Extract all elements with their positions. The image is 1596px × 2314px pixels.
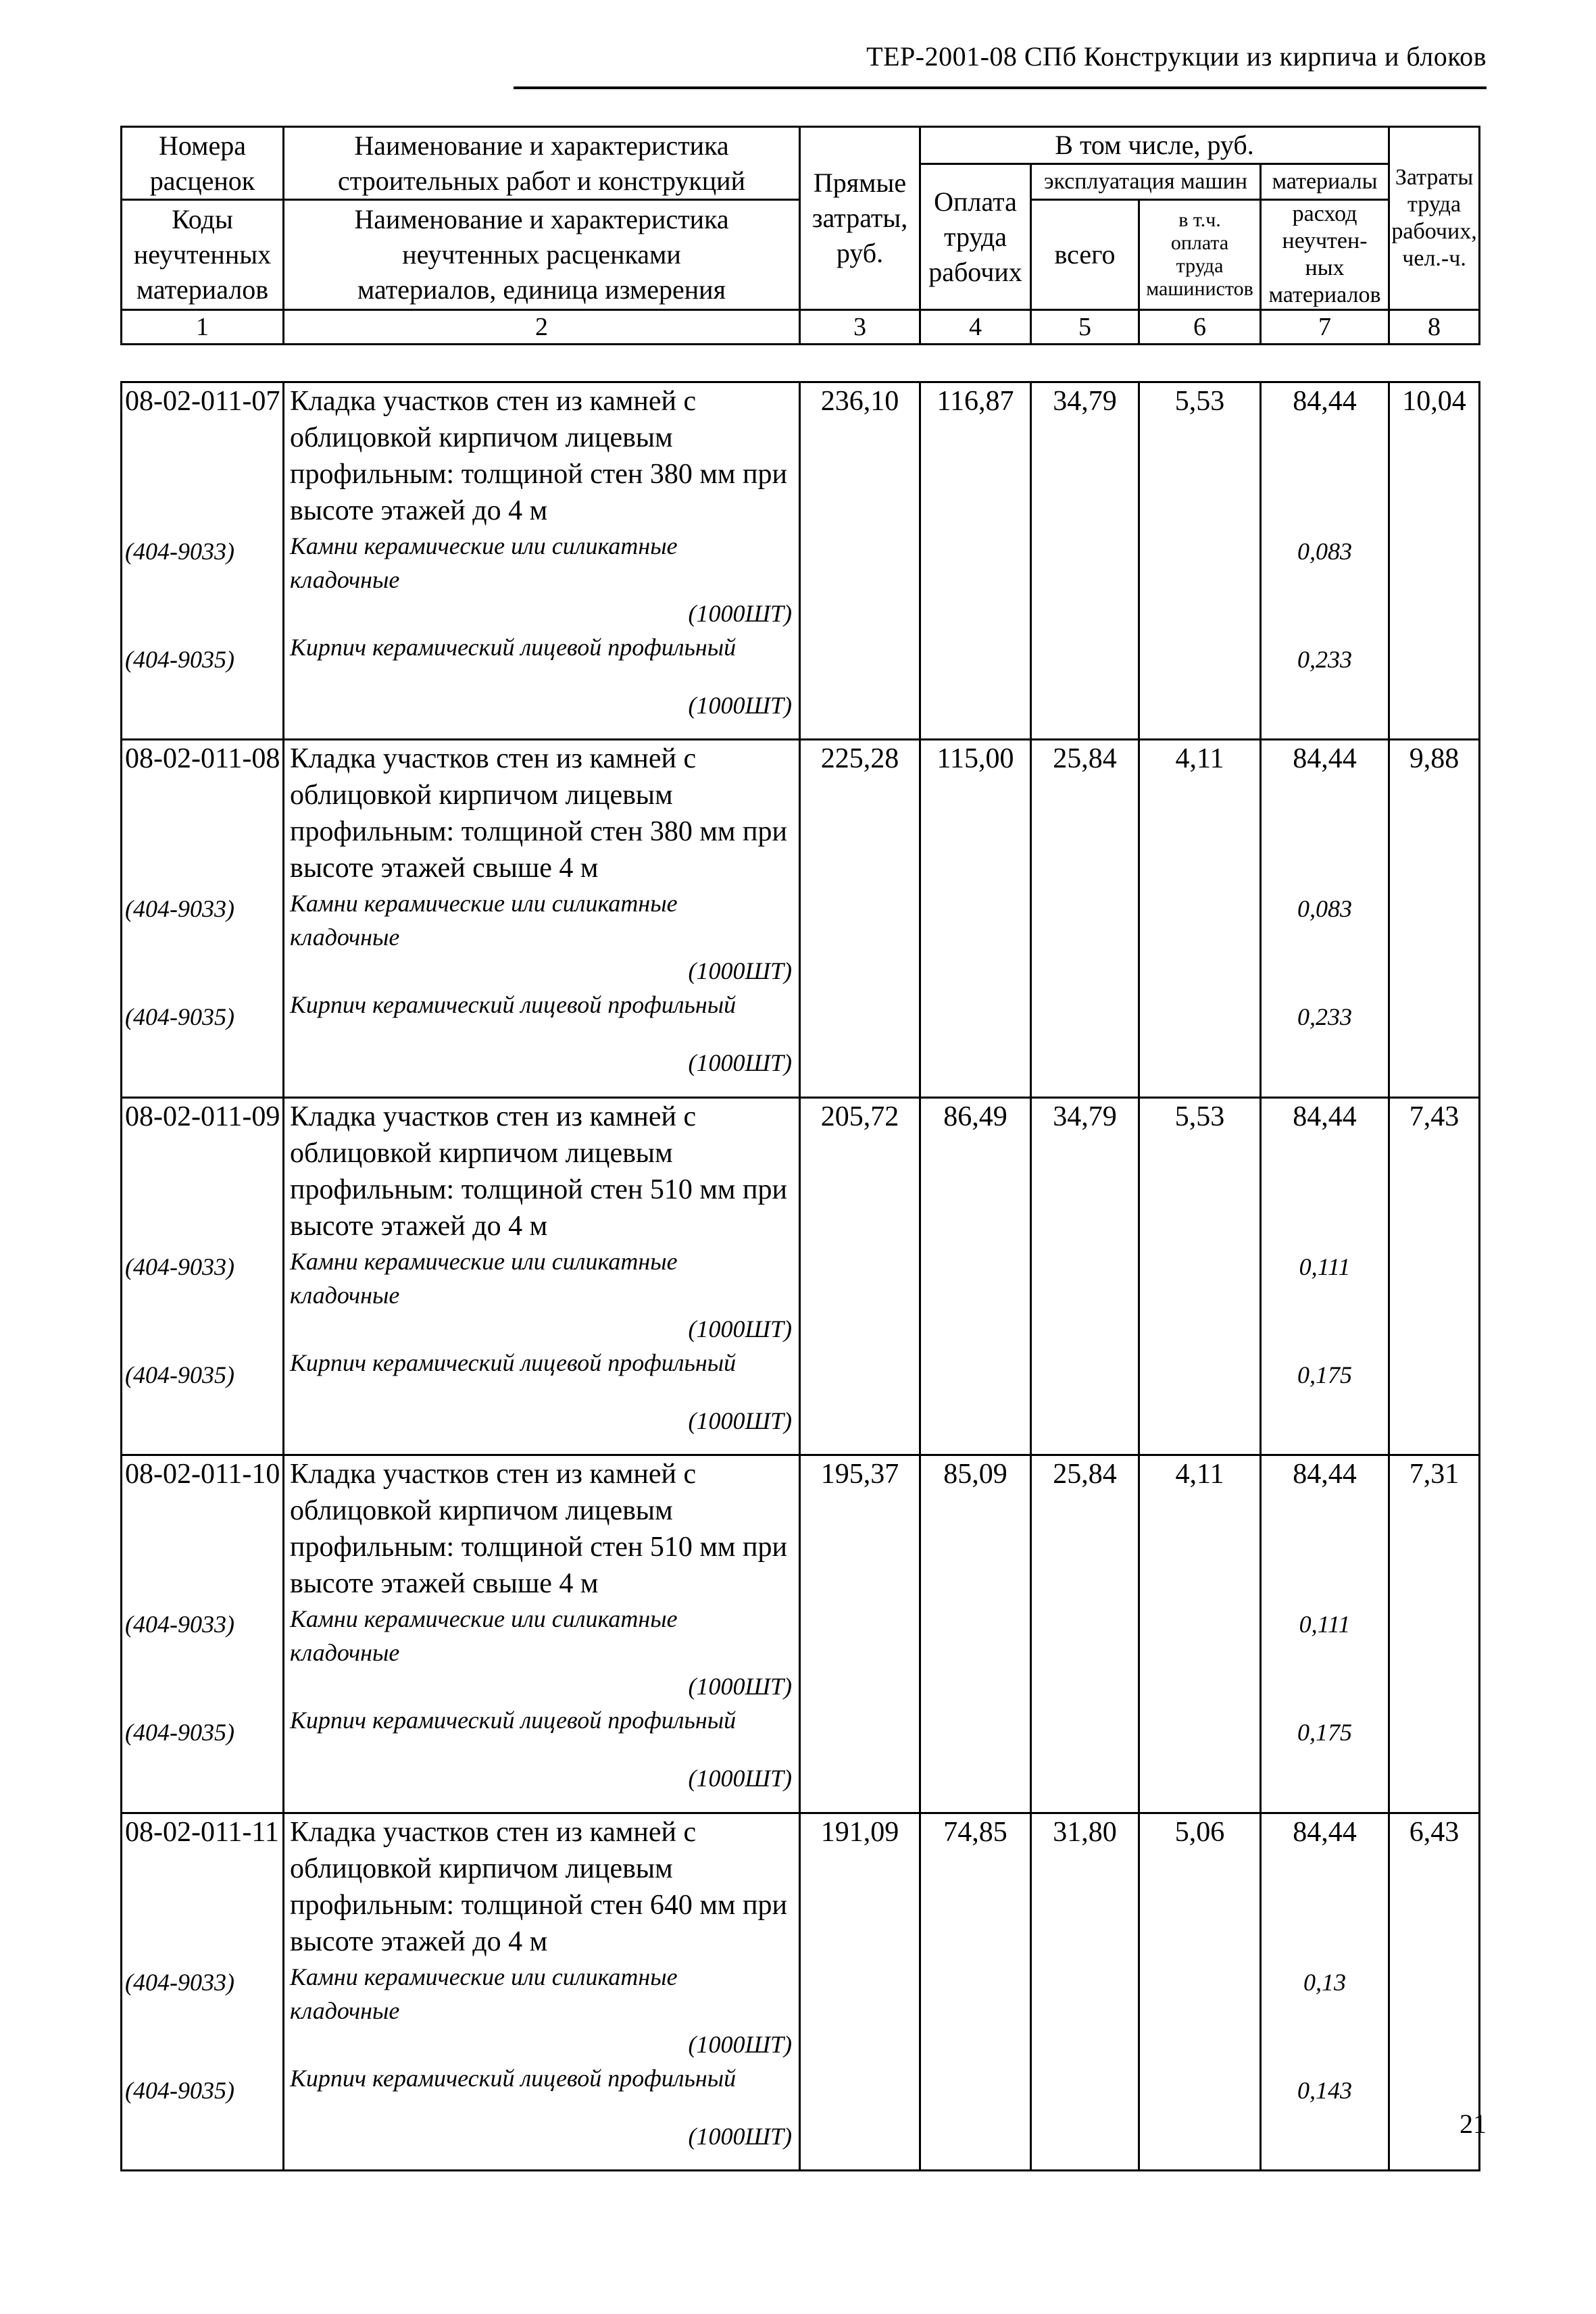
material-code: (404-9035) — [125, 1719, 234, 1746]
material-consumption: 0,233 — [1297, 1003, 1352, 1031]
material-consumption: 0,143 — [1297, 2076, 1352, 2104]
material-name: Кирпич керамический лицевой профильный — [290, 991, 737, 1019]
material-consumption: 0,175 — [1297, 1361, 1352, 1388]
material-unit: (1000ШТ) — [688, 600, 792, 627]
material-code: (404-9035) — [125, 2076, 234, 2104]
machinists-wages: 5,53 — [1139, 1097, 1261, 1455]
machinists-wages: 5,06 — [1139, 1813, 1261, 2170]
col8-header: Затраты труда рабочих, чел.-ч. — [1389, 127, 1480, 310]
material-consumption: 0,13 — [1303, 1968, 1346, 1996]
materials-header: материалы — [1261, 164, 1389, 200]
material-code: (404-9033) — [125, 1968, 234, 1996]
materials-cost: 84,44 — [1293, 743, 1357, 775]
labor-wages: 115,00 — [920, 740, 1031, 1097]
material-name: Камни керамические или силикатные — [290, 532, 678, 559]
col1-header-bottom: Коды неучтенных материалов — [122, 200, 284, 310]
table-row — [122, 740, 1480, 1097]
rate-description-cell — [284, 740, 800, 1097]
labor-hours: 9,88 — [1389, 740, 1480, 1097]
table-row — [122, 1455, 1480, 1813]
col-number: 8 — [1389, 310, 1480, 345]
material-name: кладочные — [290, 566, 400, 593]
work-name-line: высоте этажей до 4 м — [290, 495, 548, 526]
col1-header-top: Номера расценок — [122, 127, 284, 200]
col5-header: всего — [1031, 200, 1139, 310]
material-consumption: 0,111 — [1299, 1253, 1351, 1280]
work-name-line: Кладка участков стен из камней с — [290, 386, 697, 417]
page-number: 21 — [1460, 2109, 1487, 2139]
labor-wages: 85,09 — [920, 1455, 1031, 1813]
machines-total: 34,79 — [1031, 382, 1139, 740]
materials-cost: 84,44 — [1293, 1816, 1357, 1848]
rate-description-cell — [284, 382, 800, 740]
col3-header: Прямые затраты, руб. — [800, 127, 920, 310]
materials-cost: 84,44 — [1293, 386, 1357, 417]
labor-wages: 116,87 — [920, 382, 1031, 740]
table-row — [122, 1097, 1480, 1455]
rate-code-cell — [122, 382, 284, 740]
material-consumption: 0,083 — [1297, 538, 1352, 565]
work-name-line: Кладка участков стен из камней с — [290, 1459, 697, 1490]
material-name: кладочные — [290, 924, 400, 951]
work-name-line: облицовкой кирпичом лицевым — [290, 1853, 673, 1884]
work-name-line: облицовкой кирпичом лицевым — [290, 780, 673, 811]
material-unit: (1000ШТ) — [688, 1407, 792, 1434]
labor-hours: 6,43 — [1389, 1813, 1480, 2170]
rate-code: 08-02-011-09 — [125, 1101, 280, 1132]
material-unit: (1000ШТ) — [688, 957, 792, 985]
rate-description-cell — [284, 1813, 800, 2170]
table-row — [122, 382, 1480, 740]
rate-code: 08-02-011-10 — [125, 1459, 280, 1490]
work-name-line: профильным: толщиной стен 380 мм при — [290, 459, 787, 490]
col-number: 2 — [284, 310, 800, 345]
direct-costs: 205,72 — [800, 1097, 920, 1455]
col-number: 1 — [122, 310, 284, 345]
material-name: кладочные — [290, 1996, 400, 2024]
labor-wages: 74,85 — [920, 1813, 1031, 2170]
material-consumption: 0,083 — [1297, 895, 1352, 923]
material-consumption: 0,233 — [1297, 646, 1352, 673]
work-name-line: Кладка участков стен из камней с — [290, 1101, 697, 1132]
materials-cell — [1261, 1455, 1389, 1813]
rates-table — [120, 381, 1480, 2171]
rate-code-cell — [122, 740, 284, 1097]
labor-hours: 7,43 — [1389, 1097, 1480, 1455]
rate-code: 08-02-011-07 — [125, 386, 280, 417]
direct-costs: 195,37 — [800, 1455, 920, 1813]
work-name-line: облицовкой кирпичом лицевым — [290, 1137, 673, 1169]
labor-hours: 7,31 — [1389, 1455, 1480, 1813]
work-name-line: облицовкой кирпичом лицевым — [290, 1495, 673, 1527]
material-code: (404-9035) — [125, 646, 234, 673]
col-number: 6 — [1139, 310, 1261, 345]
materials-cell — [1261, 740, 1389, 1097]
material-name: Камни керамические или силикатные — [290, 1963, 678, 1990]
materials-cell — [1261, 1097, 1389, 1455]
work-name-line: высоте этажей свыше 4 м — [290, 853, 599, 884]
material-code: (404-9035) — [125, 1003, 234, 1031]
material-code: (404-9033) — [125, 1253, 234, 1280]
machines-total: 34,79 — [1031, 1097, 1139, 1455]
material-unit: (1000ШТ) — [688, 1765, 792, 1792]
rate-description-cell — [284, 1455, 800, 1813]
material-name: Камни керамические или силикатные — [290, 1605, 678, 1633]
work-name-line: профильным: толщиной стен 510 мм при — [290, 1174, 787, 1205]
materials-cell — [1261, 382, 1389, 740]
rate-description-cell — [284, 1097, 800, 1455]
direct-costs: 191,09 — [800, 1813, 920, 2170]
rate-code-cell — [122, 1813, 284, 2170]
work-name-line: высоте этажей свыше 4 м — [290, 1568, 599, 1600]
work-name-line: Кладка участков стен из камней с — [290, 1816, 697, 1848]
work-name-line: облицовкой кирпичом лицевым — [290, 422, 673, 453]
material-unit: (1000ШТ) — [688, 1049, 792, 1077]
col2-header-bottom: Наименование и характеристика неучтенных расценками материалов, единица измерения — [284, 200, 800, 310]
labor-wages: 86,49 — [920, 1097, 1031, 1455]
direct-costs: 225,28 — [800, 740, 920, 1097]
machines-total: 25,84 — [1031, 1455, 1139, 1813]
work-name-line: профильным: толщиной стен 380 мм при — [290, 816, 787, 848]
material-name: Кирпич керамический лицевой профильный — [290, 634, 737, 661]
material-name: Кирпич керамический лицевой профильный — [290, 2064, 737, 2092]
machinists-wages: 4,11 — [1139, 1455, 1261, 1813]
materials-cell — [1261, 1813, 1389, 2170]
material-unit: (1000ШТ) — [688, 692, 792, 719]
work-name-line: профильным: толщиной стен 510 мм при — [290, 1532, 787, 1563]
work-name-line: Кладка участков стен из камней с — [290, 743, 697, 775]
machinists-wages: 4,11 — [1139, 740, 1261, 1097]
material-unit: (1000ШТ) — [688, 1315, 792, 1342]
work-name-line: высоте этажей до 4 м — [290, 1210, 548, 1242]
material-name: Камни керамические или силикатные — [290, 1247, 678, 1275]
material-unit: (1000ШТ) — [688, 2030, 792, 2058]
materials-cost: 84,44 — [1293, 1101, 1357, 1132]
material-code: (404-9033) — [125, 538, 234, 565]
col4-header: Оплата труда рабочих — [920, 164, 1031, 310]
group-header: В том числе, руб. — [920, 127, 1389, 164]
labor-hours: 10,04 — [1389, 382, 1480, 740]
machines-total: 25,84 — [1031, 740, 1139, 1097]
col-number: 5 — [1031, 310, 1139, 345]
material-name: кладочные — [290, 1639, 400, 1667]
direct-costs: 236,10 — [800, 382, 920, 740]
machines-total: 31,80 — [1031, 1813, 1139, 2170]
material-name: Кирпич керамический лицевой профильный — [290, 1349, 737, 1376]
material-name: Кирпич керамический лицевой профильный — [290, 1707, 737, 1734]
rate-code: 08-02-011-08 — [125, 743, 280, 775]
work-name-line: высоте этажей до 4 м — [290, 1926, 548, 1957]
work-name-line: профильным: толщиной стен 640 мм при — [290, 1889, 787, 1921]
document-title: ТЕР-2001-08 СПб Конструкции из кирпича и блоков — [866, 41, 1487, 72]
col7-header: расход неучтен- ных материалов — [1261, 200, 1389, 310]
col-number: 4 — [920, 310, 1031, 345]
material-consumption: 0,175 — [1297, 1719, 1352, 1746]
material-code: (404-9035) — [125, 1361, 234, 1388]
col-number: 7 — [1261, 310, 1389, 345]
table-row — [122, 1813, 1480, 2170]
col-number: 3 — [800, 310, 920, 345]
material-code: (404-9033) — [125, 1611, 234, 1638]
machinists-wages: 5,53 — [1139, 382, 1261, 740]
col2-header-top: Наименование и характеристика строительных работ и конструкций — [284, 127, 800, 200]
material-name: Камни керамические или силикатные — [290, 890, 678, 917]
machines-header: эксплуатация машин — [1031, 164, 1261, 200]
rate-code: 08-02-011-11 — [125, 1816, 279, 1848]
materials-cost: 84,44 — [1293, 1459, 1357, 1490]
material-name: кладочные — [290, 1281, 400, 1309]
rate-code-cell — [122, 1455, 284, 1813]
material-consumption: 0,111 — [1299, 1611, 1351, 1638]
material-unit: (1000ШТ) — [688, 1673, 792, 1701]
table-header — [120, 126, 1480, 345]
material-unit: (1000ШТ) — [688, 2122, 792, 2150]
material-code: (404-9033) — [125, 895, 234, 923]
rate-code-cell — [122, 1097, 284, 1455]
title-underline — [514, 86, 1487, 89]
col6-header: в т.ч. оплата труда машинистов — [1139, 200, 1261, 310]
